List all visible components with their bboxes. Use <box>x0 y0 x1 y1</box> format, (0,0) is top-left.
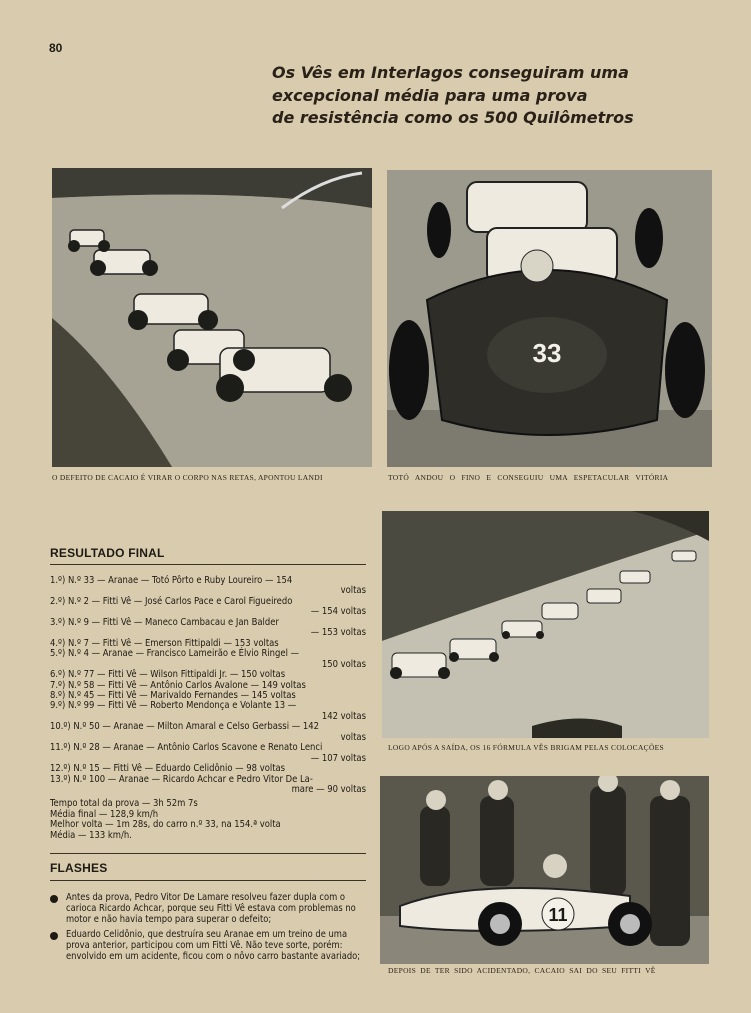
results-title: RESULTADO FINAL <box>50 546 165 560</box>
photo-caption: LOGO APÓS A SAÍDA, OS 16 FÓRMULA VÊS BRIGAM PELAS COLOCAÇÕES <box>388 743 665 752</box>
car-number: 11 <box>548 905 568 925</box>
divider <box>50 880 366 881</box>
result-row: 10.º) N.º 50 — Aranae — Milton Amaral e Celso Gerbassi — 142 voltas <box>50 721 366 743</box>
race-totals <box>50 799 366 841</box>
divider <box>50 853 366 854</box>
car-number: 33 <box>532 338 562 368</box>
result-row: 2.º) N.º 2 — Fitti Vê — José Carlos Pace e Carol Figueiredo — 154 voltas <box>50 595 366 618</box>
bullet-icon <box>50 895 58 903</box>
flashes-list <box>50 893 372 966</box>
result-row: 12.º) N.º 15 — Fitti Vê — Eduardo Celidônio — 98 voltas <box>50 763 286 775</box>
result-row: 5.º) N.º 4 — Aranae — Francisco Lameirão e Élvio Ringel — 150 voltas <box>50 648 366 670</box>
photo-caption: TOTÓ ANDOU O FINO E CONSEGUIU UMA ESPETACULAR VITÓRIA <box>388 473 669 482</box>
headline <box>272 62 642 130</box>
headline-line-1: Os Vês em Interlagos conseguiram uma <box>272 63 629 82</box>
result-row: 7.º) N.º 58 — Fitti Vê — Antônio Carlos Avalone — 149 voltas <box>50 679 306 691</box>
average: Média — 133 km/h. <box>50 829 132 841</box>
photo-accident-car-11 <box>380 776 709 964</box>
final-average: Média final — 128,9 km/h <box>50 808 159 820</box>
best-lap: Melhor volta — 1m 28s, do carro n.º 33, na 154.ª volta <box>50 819 281 830</box>
total-time: Tempo total da prova — 3h 52m 7s <box>50 798 198 809</box>
photo-race-start <box>382 511 709 738</box>
results-list <box>50 576 366 796</box>
photo-car-33 <box>387 170 712 467</box>
photo-caption: O DEFEITO DE CACAIO É VIRAR O CORPO NAS RETAS, APONTOU LANDI <box>52 473 323 482</box>
bullet-icon <box>50 932 58 940</box>
result-row: 8.º) N.º 45 — Fitti Vê — Marivaldo Fernandes — 145 voltas <box>50 689 296 701</box>
photo-cars-on-curve <box>52 168 372 467</box>
result-row: 1.º) N.º 33 — Aranae — Totó Pôrto e Ruby Loureiro — 154 voltas <box>50 575 366 597</box>
flash-item: Eduardo Celidônio, que destruíra seu Aranae em um treino de uma prova anterior, participou com um Fitti Vê. Não teve sorte, porém: envolvido em um acidente, ficou com o nôvo carro bastante avariado; <box>50 930 372 963</box>
photo-caption: DEPOIS DE TER SIDO ACIDENTADO, CACAIO SAI DO SEU FITTI VÊ <box>388 966 656 975</box>
flash-item: Antes da prova, Pedro Vitor De Lamare resolveu fazer dupla com o carioca Ricardo Achcar, porque seu Fitti Vê estava com problemas no motor e não havia tempo para superar o defeito; <box>50 893 372 926</box>
result-row: 9.º) N.º 99 — Fitti Vê — Roberto Mendonça e Volante 13 — 142 voltas <box>50 700 366 722</box>
page-number: 80 <box>49 41 63 55</box>
divider <box>50 564 366 565</box>
headline-line-3: de resistência como os 500 Quilômetros <box>272 108 634 127</box>
result-row: 6.º) N.º 77 — Fitti Vê — Wilson Fittipaldi Jr. — 150 voltas <box>50 669 286 681</box>
result-row: 3.º) N.º 9 — Fitti Vê — Maneco Cambacau e Jan Balder — 153 voltas <box>50 616 366 639</box>
result-row: 4.º) N.º 7 — Fitti Vê — Emerson Fittipaldi — 153 voltas <box>50 637 279 649</box>
headline-line-2: excepcional média para uma prova <box>272 85 588 105</box>
result-row: 11.º) N.º 28 — Aranae — Antônio Carlos Scavone e Renato Lenci — 107 voltas <box>50 742 366 764</box>
result-row: 13.º) N.º 100 — Aranae — Ricardo Achcar e Pedro Vitor De La- mare — 90 voltas <box>50 773 366 796</box>
flashes-title: FLASHES <box>50 861 108 875</box>
